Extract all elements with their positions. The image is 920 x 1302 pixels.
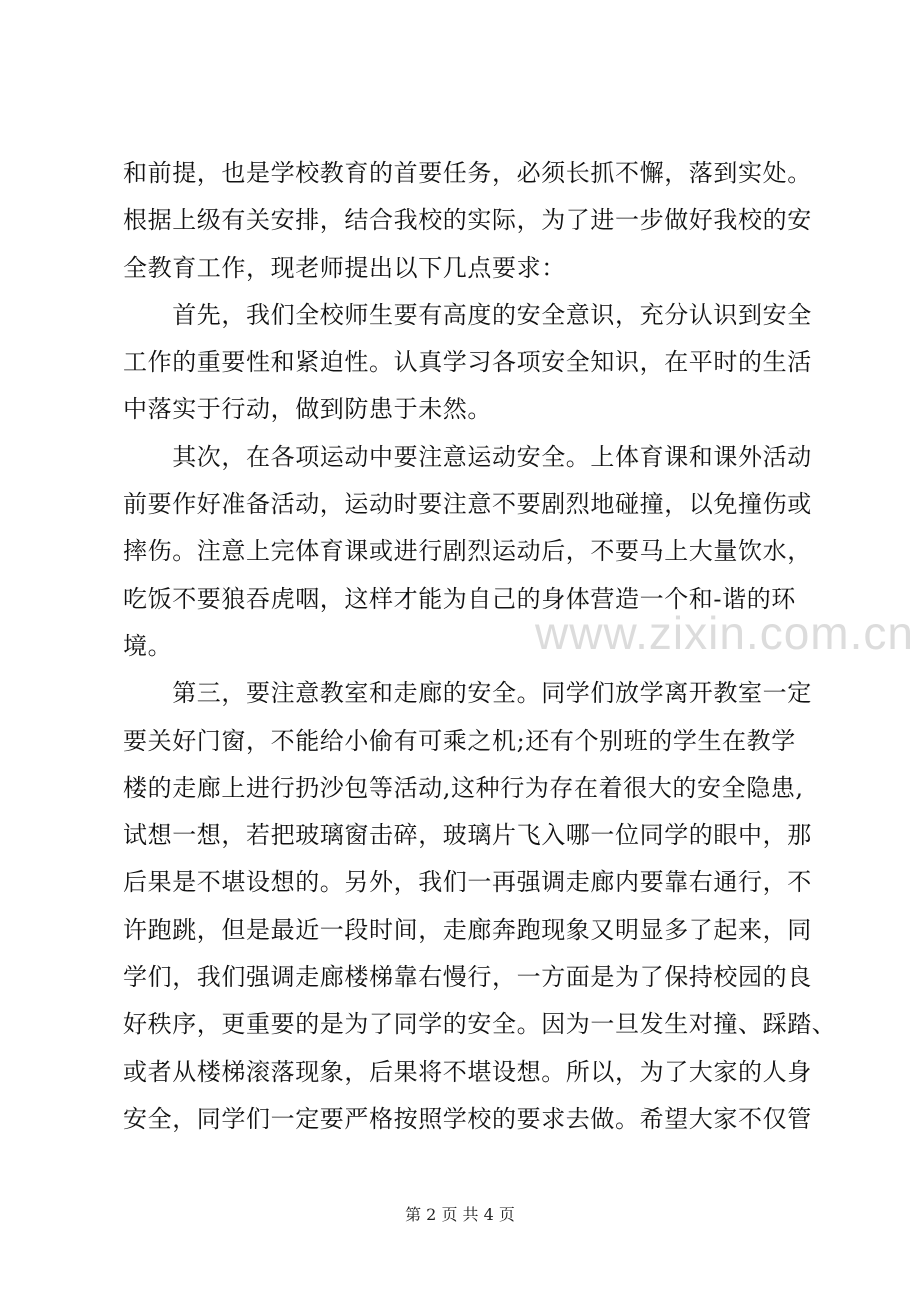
watermark: www.zixin.com.cn xyxy=(535,607,914,659)
text-line: 吃饭不要狼吞虎咽，这样才能为自己的身体营造一个和-谐的环 xyxy=(123,584,796,613)
text-line: 第三，要注意教室和走廊的安全。同学们放学离开教室一定 xyxy=(123,679,812,708)
text-line: 和前提，也是学校教育的首要任务，必须长抓不懈，落到实处。 xyxy=(123,159,812,187)
text-line: 工作的重要性和紧迫性。认真学习各项安全知识，在平时的生活 xyxy=(123,348,812,377)
text-line: 好秩序，更重要的是为了同学的安全。因为一旦发生对撞、踩踏、 xyxy=(123,1010,837,1039)
text-line: 境。 xyxy=(123,631,173,660)
text-line: 全教育工作，现老师提出以下几点要求： xyxy=(123,253,566,282)
text-line: 首先，我们全校师生要有高度的安全意识，充分认识到安全 xyxy=(123,300,812,329)
text-line: 前要作好准备活动，运动时要注意不要剧烈地碰撞，以免撞伤或 xyxy=(123,490,812,519)
text-line: 摔伤。注意上完体育课或进行剧烈运动后，不要马上大量饮水， xyxy=(123,537,812,566)
text-line: 许跑跳，但是最近一段时间，走廊奔跑现象又明显多了起来，同 xyxy=(123,915,812,944)
text-line: 安全，同学们一定要严格按照学校的要求去做。希望大家不仅管 xyxy=(123,1104,812,1133)
text-line: 学们，我们强调走廊楼梯靠右慢行，一方面是为了保持校园的良 xyxy=(123,963,812,992)
text-line: 试想一想，若把玻璃窗击碎，玻璃片飞入哪一位同学的眼中，那 xyxy=(123,821,812,850)
text-line: 后果是不堪设想的。另外，我们一再强调走廊内要靠右通行，不 xyxy=(123,868,812,897)
text-line: 中落实于行动，做到防患于未然。 xyxy=(123,395,492,424)
text-line: 或者从楼梯滚落现象，后果将不堪设想。所以，为了大家的人身 xyxy=(123,1057,812,1086)
text-line: 根据上级有关安排，结合我校的实际，为了进一步做好我校的安 xyxy=(123,206,812,235)
text-line: 要关好门窗，不能给小偷有可乘之机;还有个别班的学生在教学 xyxy=(123,726,796,755)
text-line: 楼的走廊上进行扔沙包等活动,这种行为存在着很大的安全隐患, xyxy=(123,773,804,802)
page-footer: 第 2 页 共 4 页 xyxy=(405,1205,515,1224)
text-line: 其次，在各项运动中要注意运动安全。上体育课和课外活动 xyxy=(123,442,812,471)
